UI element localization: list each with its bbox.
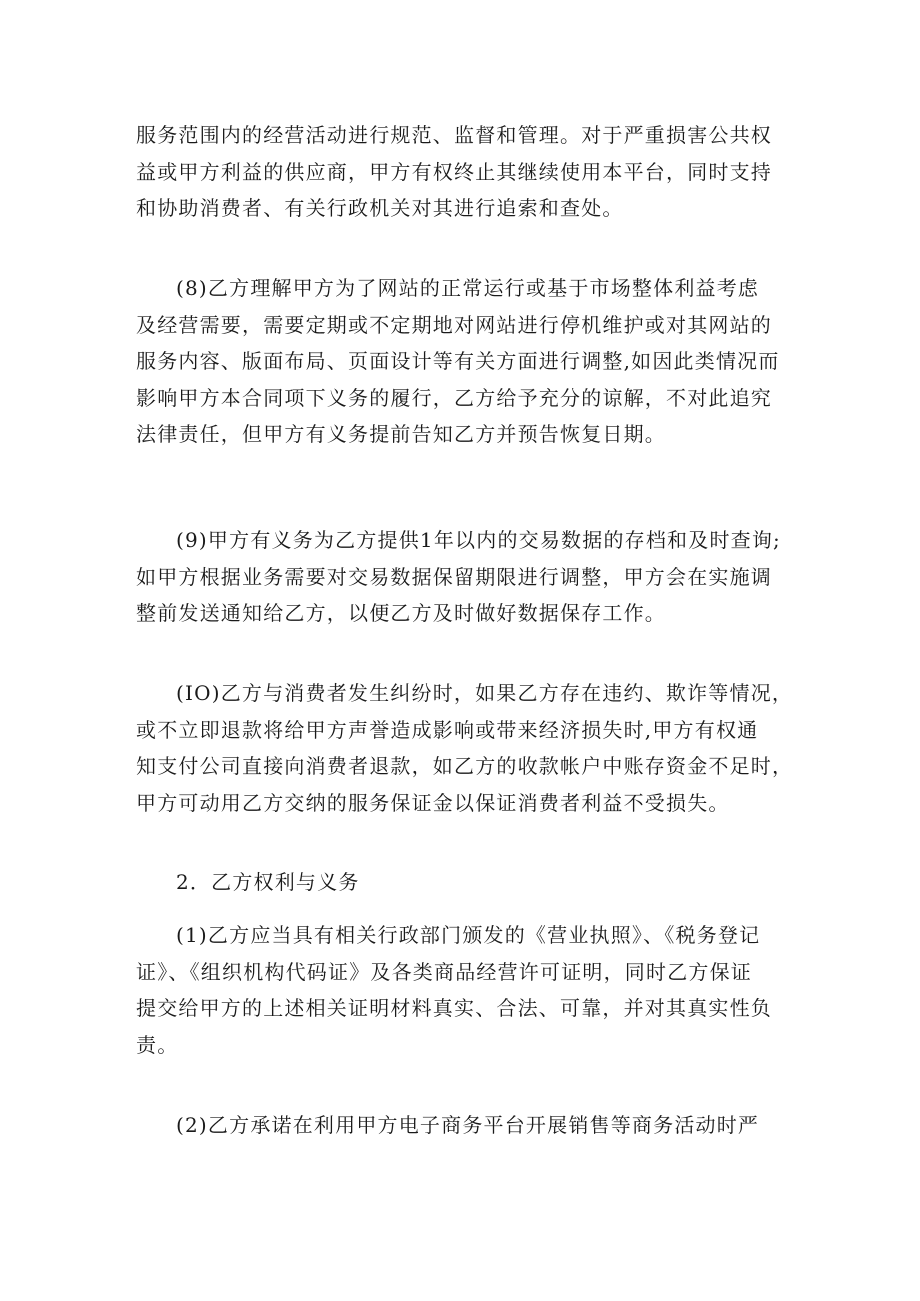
text-line: 甲方可动用乙方交纳的服务保证金以保证消费者利益不受损失。 xyxy=(136,790,730,815)
text-line: 和协助消费者、有关行政机关对其进行追索和查处。 xyxy=(136,196,624,220)
text-line: 服务内容、版面布局、页面设计等有关方面进行调整,如因此类情况而 xyxy=(136,349,780,373)
text-line: (IO)乙方与消费者发生纠纷时，如果乙方存在违约、欺诈等情况， xyxy=(176,681,794,705)
text-line: 影响甲方本合同项下义务的履行，乙方给予充分的谅解，不对此追究 xyxy=(136,385,772,410)
text-line: 及经营需要，需要定期或不定期地对网站进行停机维护或对其网站的 xyxy=(136,312,772,337)
text-line: 或不立即退款将给甲方声誉造成影响或带来经济损失时,甲方有权通 xyxy=(136,717,759,742)
text-line: 如甲方根据业务需要对交易数据保留期限进行调整，甲方会在实施调 xyxy=(136,564,772,589)
paragraph-item-10 xyxy=(136,675,796,821)
paragraph-item-2 xyxy=(136,1107,796,1144)
text-line: (9)甲方有义务为乙方提供1年以内的交易数据的存档和及时查询; xyxy=(176,528,781,552)
text-line: 益或甲方利益的供应商，甲方有权终止其继续使用本平台，同时支持 xyxy=(136,159,772,184)
text-line: 服务范围内的经营活动进行规范、监督和管理。对于严重损害公共权 xyxy=(136,123,772,147)
text-line: 整前发送通知给乙方，以便乙方及时做好数据保存工作。 xyxy=(136,601,666,625)
text-line: (2)乙方承诺在利用甲方电子商务平台开展销售等商务活动时严 xyxy=(176,1113,760,1137)
text-line: 责。 xyxy=(136,1032,179,1057)
section-heading xyxy=(136,864,796,901)
text-line: 知支付公司直接向消费者退款，如乙方的收款帐户中账存资金不足时， xyxy=(136,754,794,778)
paragraph-item-9 xyxy=(136,522,796,632)
text-line: (8)乙方理解甲方为了网站的正常运行或基于市场整体利益考虑 xyxy=(176,276,760,300)
section-title: 2．乙方权利与义务 xyxy=(176,870,360,894)
text-line: (1)乙方应当具有相关行政部门颁发的《营业执照》、《税务登记 xyxy=(176,923,761,947)
text-line: 证》、《组织机构代码证》及各类商品经营许可证明，同时乙方保证 xyxy=(136,959,752,984)
text-line: 法律责任，但甲方有义务提前告知乙方并预告恢复日期。 xyxy=(136,422,666,446)
paragraph-item-1 xyxy=(136,917,796,1063)
text-line: 提交给甲方的上述相关证明材料真实、合法、可靠，并对其真实性负 xyxy=(136,996,772,1020)
paragraph-continuation xyxy=(136,117,796,227)
paragraph-item-8 xyxy=(136,270,796,453)
